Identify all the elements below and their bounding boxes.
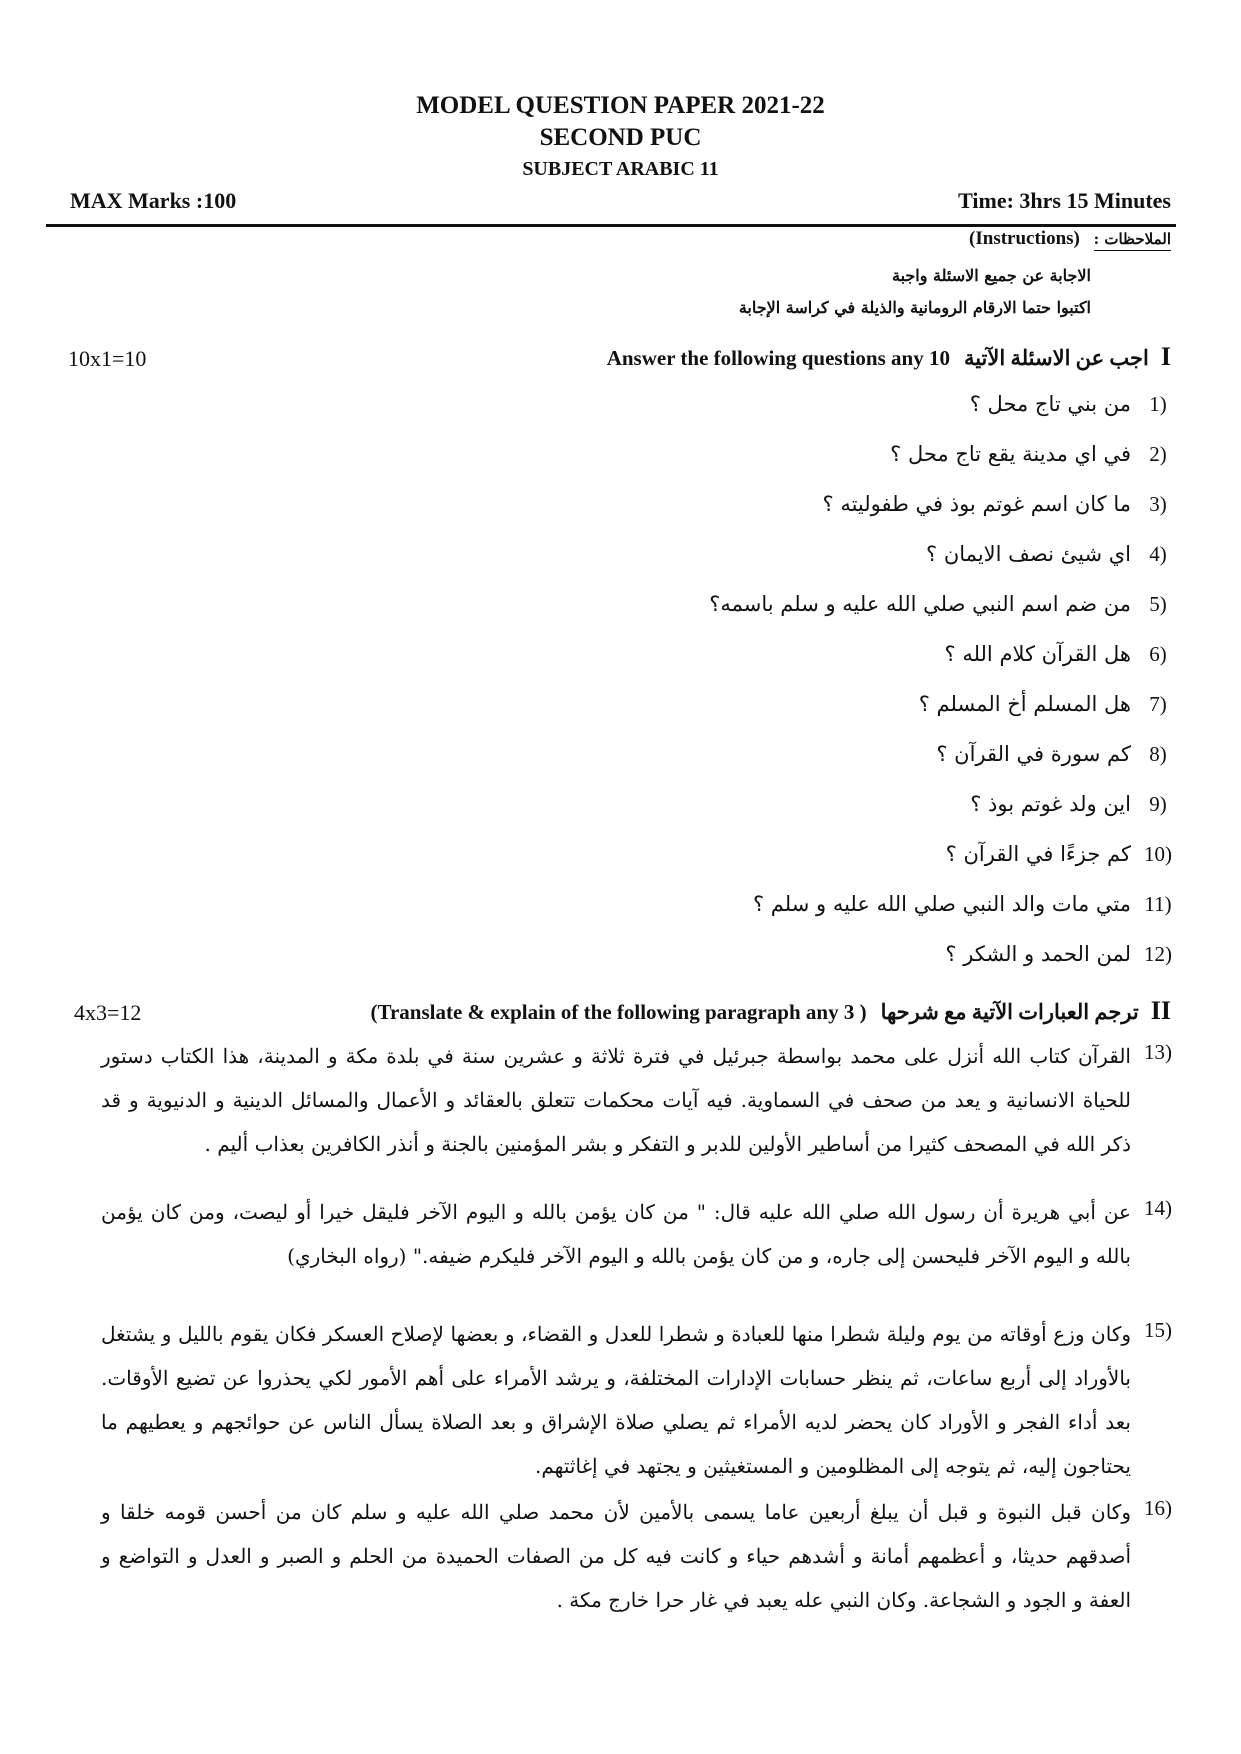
question-number: 2) [1149, 442, 1167, 466]
instructions-label-en: (Instructions) [969, 228, 1080, 249]
max-marks: MAX Marks :100 [70, 188, 237, 213]
section-1-roman: I [1160, 342, 1171, 371]
question-text: من بني تاج محل ؟ [969, 392, 1131, 416]
question-number: 5) [1149, 592, 1167, 616]
paragraph-number: 15) [1144, 1318, 1172, 1342]
section-1-heading-ar: اجب عن الاسئلة الآتية [963, 346, 1149, 370]
question-text: كم سورة في القرآن ؟ [936, 742, 1131, 766]
section-1-heading [607, 342, 1171, 372]
section-1-marks: 10x1=10 [68, 346, 147, 371]
question-text: كم جزءًا في القرآن ؟ [945, 842, 1131, 866]
instruction-line: اكتبوا حتما الارقام الرومانية والذيلة في كراسة الإجابة [738, 298, 1091, 317]
section-2-heading [371, 996, 1171, 1026]
section-2-roman: II [1150, 996, 1171, 1025]
paragraph-text: وكان قبل النبوة و قبل أن يبلغ أربعين عاما يسمى بالأمين لأن محمد صلي الله عليه و سلم كان من أحسن قومه خلقا و أصدقهم حديثا، و أعظمهم أمانة و أشدهم حياء و كانت فيه كل من الصفات الحميدة من الحلم و الصبر و العدل و التواضع و العفة و الجود و الشجاعة. وكان النبي عله يعبد في غار حرا خارج مكة . [101, 1500, 1131, 1612]
question-number: 10) [1144, 842, 1172, 866]
question-text: اي شيئ نصف الايمان ؟ [926, 542, 1131, 566]
question-number: 12) [1144, 942, 1172, 966]
question-number: 4) [1149, 542, 1167, 566]
paragraph-number: 14) [1144, 1196, 1172, 1220]
instructions-label-ar: الملاحظات : [1094, 230, 1171, 251]
question-number: 6) [1149, 642, 1167, 666]
question-text: ما كان اسم غوتم بوذ في طفوليته ؟ [822, 492, 1131, 516]
question-text: متي مات والد النبي صلي الله عليه و سلم ؟ [752, 892, 1131, 916]
question-text: لمن الحمد و الشكر ؟ [945, 942, 1131, 966]
header-divider [46, 224, 1176, 227]
paper-title: MODEL QUESTION PAPER 2021-22 [416, 92, 825, 119]
section-2-heading-ar: ترجم العبارات الآتية مع شرحها [880, 1000, 1139, 1024]
instructions-heading [969, 228, 1171, 250]
question-text: هل المسلم أخ المسلم ؟ [918, 692, 1131, 716]
paragraph-number: 13) [1144, 1040, 1172, 1064]
section-1-heading-en: Answer the following questions any 10 [606, 346, 950, 370]
question-text: هل القرآن كلام الله ؟ [944, 642, 1131, 666]
question-number: 3) [1149, 492, 1167, 516]
instruction-line: الاجابة عن جميع الاسئلة واجبة [891, 266, 1091, 285]
section-2-marks: 4x3=12 [74, 1000, 142, 1025]
paragraph-number: 16) [1144, 1496, 1172, 1520]
subject-name: SUBJECT ARABIC 11 [522, 158, 719, 180]
question-number: 9) [1149, 792, 1167, 816]
time-allowed: Time: 3hrs 15 Minutes [958, 188, 1171, 213]
question-number: 1) [1149, 392, 1167, 416]
section-2-heading-en: (Translate & explain of the following paragraph any 3 ) [370, 1000, 867, 1024]
question-text: من ضم اسم النبي صلي الله عليه و سلم باسمه؟ [709, 592, 1131, 616]
class-name: SECOND PUC [539, 124, 702, 151]
question-text: في اي مدينة يقع تاج محل ؟ [890, 442, 1131, 466]
paragraph-text: القرآن كتاب الله أنزل على محمد بواسطة جبرئيل في فترة ثلاثة و عشرين سنة في بلدة مكة و المدينة، هذا الكتاب دستور للحياة الانسانية و يعد من صحف في السماوية. فيه آيات محكمات تتعلق بالعقائد و الأعمال والمسائل الدينية و الدنيوية و قد ذكر الله في المصحف كثيرا من أساطير الأولين للدبر و التفكر و بشر المؤمنين بالجنة و أنذر الكافرين بعذاب أليم . [101, 1044, 1131, 1156]
question-number: 8) [1149, 742, 1167, 766]
question-text: اين ولد غوتم بوذ ؟ [970, 792, 1131, 816]
paragraph-text: عن أبي هريرة أن رسول الله صلي الله عليه قال: " من كان يؤمن بالله و اليوم الآخر فليقل خيرا أو ليصت، ومن كان يؤمن بالله و اليوم الآخر فليحسن إلى جاره، و من كان يؤمن بالله و اليوم الآخر فليكرم ضيفه." (رواه البخاري) [101, 1200, 1131, 1268]
question-number: 7) [1149, 692, 1167, 716]
paragraph-text: وكان وزع أوقاته من يوم وليلة شطرا منها للعبادة و شطرا للعدل و القضاء، و بعضها لإصلاح العسكر فكان يقوم بالليل و يشتغل بالأوراد إلى أربع ساعات، ثم ينظر حسابات الإدارات المختلفة، و يرشد الأمراء على أهم الأمور لكي يحذروا عن تضيع الأوقات. بعد أداء الفجر و الأوراد كان يحضر لديه الأمراء ثم يصلي صلاة الإشراق و بعد الصلاة يسأل الناس عن حوائجهم و يعطيهم ما يحتاجون إليه، ثم يتوجه إلى المظلومين و المستغيثين و يجتهد في إغاثتهم. [101, 1322, 1131, 1478]
question-number: 11) [1144, 892, 1172, 916]
